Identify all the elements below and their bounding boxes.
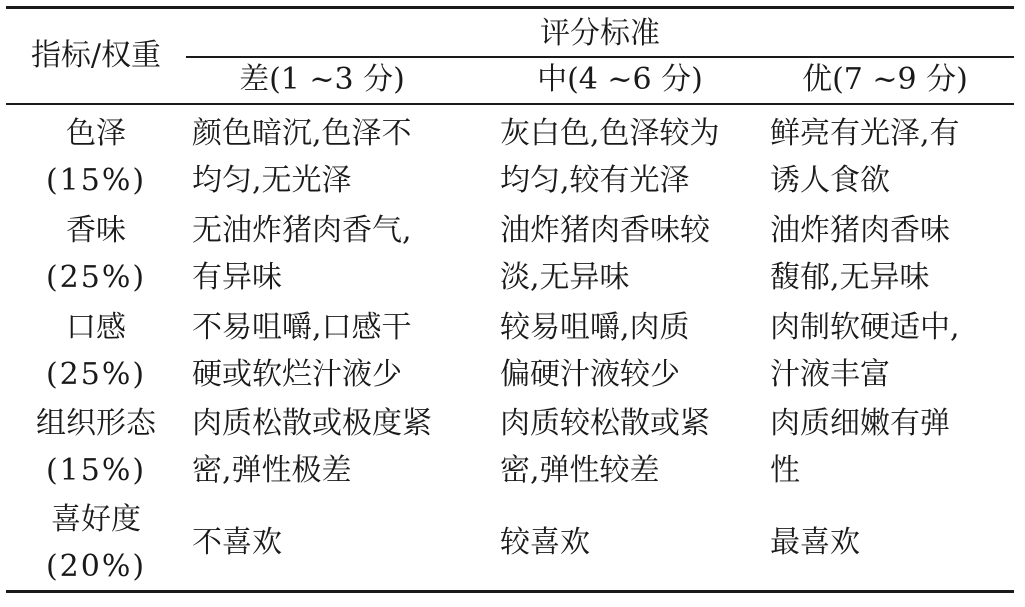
poor-criteria-cell (192, 207, 492, 301)
indicator-cell (6, 207, 186, 301)
cell-line: 油炸猪肉香味 (770, 213, 950, 248)
cell-line: 最喜欢 (770, 525, 860, 560)
good-criteria-cell (770, 207, 1014, 301)
indicator-name: 香味 (66, 213, 126, 248)
cell-line: 无油炸猪肉香气, (192, 213, 412, 248)
cell-line: 诱人食欲 (770, 163, 890, 198)
cell-line: 较喜欢 (500, 525, 590, 560)
header-level-good: 优(7 ~9 分) (802, 62, 968, 97)
indicator-name: 色泽 (66, 116, 126, 151)
cell-line: 油炸猪肉香味较 (500, 213, 710, 248)
header-index-weight: 指标/权重 (30, 38, 162, 73)
cell-line: 馥郁,无异味 (770, 260, 930, 295)
cell-line: 硬或软烂汁液少 (192, 357, 402, 392)
medium-criteria-cell (500, 110, 760, 204)
cell-line: 肉制软硬适中, (770, 310, 960, 345)
indicator-name: 喜好度 (51, 502, 141, 537)
cell-line: 颜色暗沉,色泽不 (192, 116, 412, 151)
poor-criteria-cell (192, 304, 492, 398)
indicator-weight: (15%) (45, 163, 147, 198)
poor-criteria-cell (192, 519, 492, 566)
indicator-weight: (25%) (45, 260, 147, 295)
scoring-table (6, 6, 1014, 596)
medium-criteria-cell (500, 304, 760, 398)
cell-line: 较易咀嚼,肉质 (500, 310, 690, 345)
cell-line: 偏硬汁液较少 (500, 357, 680, 392)
good-criteria-cell (770, 519, 1014, 566)
indicator-cell (6, 110, 186, 204)
poor-criteria-cell (192, 110, 492, 204)
cell-line: 性 (770, 453, 800, 488)
cell-line: 密,弹性极差 (192, 453, 352, 488)
medium-criteria-cell (500, 207, 760, 301)
poor-criteria-cell (192, 400, 492, 494)
indicator-name: 口感 (66, 310, 126, 345)
indicator-cell (6, 496, 186, 590)
cell-line: 肉质松散或极度紧 (192, 406, 432, 441)
good-criteria-cell (770, 110, 1014, 204)
cell-line: 肉质细嫩有弹 (770, 406, 950, 441)
good-criteria-cell (770, 400, 1014, 494)
cell-line: 淡,无异味 (500, 260, 630, 295)
medium-criteria-cell (500, 400, 760, 494)
good-criteria-cell (770, 304, 1014, 398)
indicator-name: 组织形态 (36, 406, 156, 441)
cell-line: 均匀,较有光泽 (500, 163, 690, 198)
indicator-weight: (15%) (45, 453, 147, 488)
cell-line: 鲜亮有光泽,有 (770, 116, 960, 151)
indicator-cell (6, 304, 186, 398)
table-top-rule (6, 6, 1014, 9)
cell-line: 均匀,无光泽 (192, 163, 352, 198)
medium-criteria-cell (500, 519, 760, 566)
table-bottom-rule (6, 590, 1014, 593)
cell-line: 灰白色,色泽较为 (500, 116, 720, 151)
indicator-cell (6, 400, 186, 494)
indicator-weight: (25%) (45, 357, 147, 392)
cell-line: 不喜欢 (192, 525, 282, 560)
header-level-medium: 中(4 ~6 分) (537, 62, 703, 97)
header-level-poor: 差(1 ~3 分) (239, 62, 405, 97)
header-bottom-rule (6, 103, 1014, 105)
cell-line: 不易咀嚼,口感干 (192, 310, 412, 345)
cell-line: 有异味 (192, 260, 282, 295)
cell-line: 肉质较松散或紧 (500, 406, 710, 441)
cell-line: 密,弹性较差 (500, 453, 660, 488)
header-scoring-criteria: 评分标准 (540, 16, 660, 51)
cell-line: 汁液丰富 (770, 357, 890, 392)
indicator-weight: (20%) (45, 549, 147, 584)
